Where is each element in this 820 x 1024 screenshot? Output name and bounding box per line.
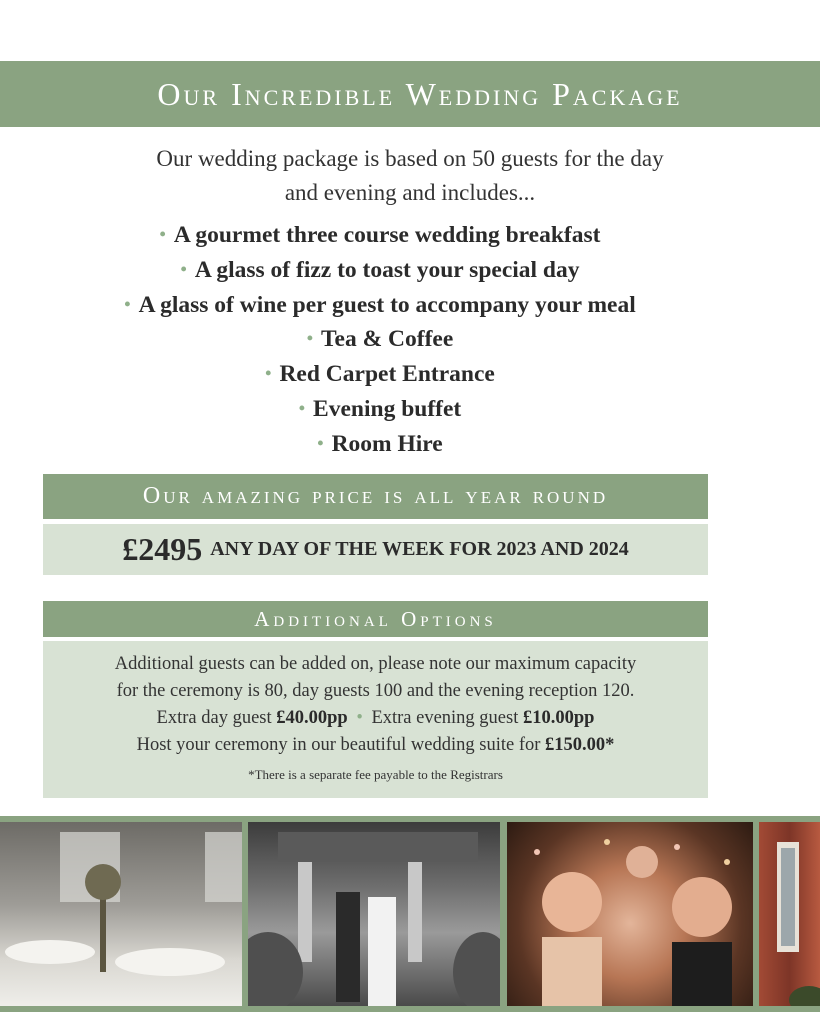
bullet-icon: •	[306, 328, 314, 349]
list-item-label: Room Hire	[331, 430, 443, 457]
list-item	[0, 218, 760, 253]
package-includes-list	[0, 218, 760, 462]
list-item	[0, 357, 760, 392]
list-item-label: Evening buffet	[313, 395, 462, 422]
price-panel	[43, 524, 708, 575]
list-item-label: Tea & Coffee	[321, 326, 454, 353]
price-text: ANY DAY OF THE WEEK FOR 2023 AND 2024	[210, 538, 629, 560]
options-line-2: for the ceremony is 80, day guests 100 and the evening reception 120.	[116, 681, 635, 701]
price-heading-banner	[43, 474, 708, 519]
title-banner	[0, 61, 820, 127]
bullet-icon: •	[159, 224, 166, 244]
registrar-note: *There is a separate fee payable to the Registrars	[248, 767, 503, 782]
ceremony-price: £150.00*	[545, 735, 615, 755]
bullet-icon: •	[317, 432, 324, 453]
list-item	[0, 288, 760, 323]
list-item	[0, 322, 760, 357]
confetti-couple-photo	[507, 822, 753, 1006]
list-item-label: A glass of fizz to toast your special day	[194, 256, 580, 283]
extra-evening-price: £10.00pp	[523, 708, 595, 728]
list-item	[0, 253, 760, 288]
intro-line-1: Our wedding package is based on 50 guests for the day	[156, 146, 664, 171]
bullet-icon: •	[356, 708, 363, 728]
extra-day-label: Extra day guest	[156, 708, 272, 728]
options-heading-banner	[43, 601, 708, 637]
extra-evening-label: Extra evening guest	[371, 708, 519, 728]
options-heading: Additional Options	[254, 606, 497, 631]
bullet-icon: •	[265, 363, 272, 384]
extra-guest-prices	[43, 705, 708, 732]
bullet-icon: •	[180, 258, 187, 279]
list-item-label: Red Carpet Entrance	[279, 361, 495, 388]
list-item-label: A glass of wine per guest to accompany your meal	[138, 291, 636, 318]
page-title: Our Incredible Wedding Package	[157, 75, 683, 112]
intro-line-2: and evening and includes...	[284, 180, 536, 205]
options-line-1: Additional guests can be added on, please note our maximum capacity	[114, 654, 637, 674]
building-exterior-photo	[759, 822, 820, 1006]
ceremony-option	[43, 732, 708, 759]
ceremony-label: Host your ceremony in our beautiful wedding suite for	[136, 735, 541, 755]
list-item	[0, 392, 760, 427]
couple-entrance-photo	[248, 822, 500, 1006]
list-item-label: A gourmet three course wedding breakfast	[173, 222, 601, 248]
intro-text	[0, 142, 820, 210]
price-amount: £2495	[122, 531, 203, 567]
reception-room-photo	[0, 822, 242, 1006]
bullet-icon: •	[124, 293, 131, 314]
photo-strip	[0, 816, 820, 1012]
price-heading: Our amazing price is all year round	[142, 483, 609, 509]
bullet-icon: •	[298, 397, 306, 418]
list-item	[0, 427, 760, 462]
options-panel	[43, 641, 708, 798]
extra-day-price: £40.00pp	[276, 708, 348, 728]
